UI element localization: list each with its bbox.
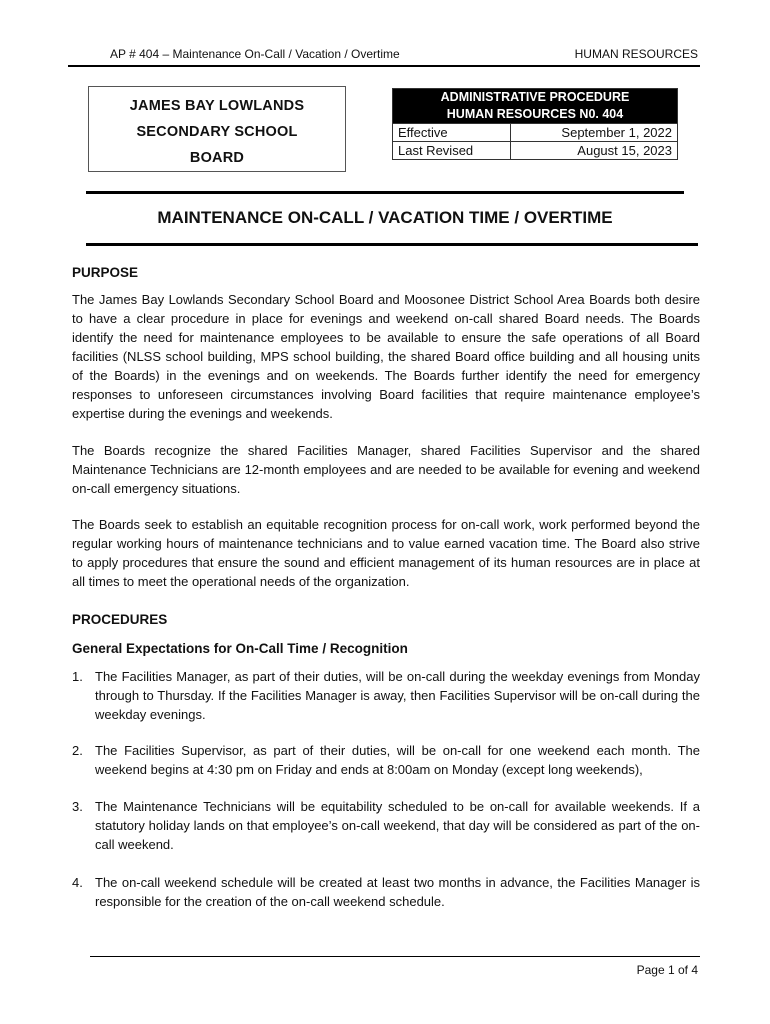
header-department: HUMAN RESOURCES — [574, 47, 698, 61]
purpose-heading: PURPOSE — [72, 265, 139, 280]
list-item: 1. The Facilities Manager, as part of their duties, will be on-call during the weekday evenings from Monday through to Thursday. If the Facilities Manager is away, then Facilities Supervisor will be on-call during the weekday evenings. — [72, 669, 700, 722]
footer-divider — [90, 956, 700, 957]
purpose-paragraph-3: The Boards seek to establish an equitable recognition process for on-call work, work performed beyond the regular working hours of maintenance technicians and to value earned vacation time. The Board also strive to apply procedures that ensure the sound and efficient management of its human resources are in place at all times to meet the operational needs of the organization. — [72, 517, 700, 589]
last-revised-date: August 15, 2023 — [511, 142, 678, 160]
title-divider-bottom — [86, 243, 698, 246]
list-item: 4. The on-call weekend schedule will be created at least two months in advance, the Facilities Manager is responsible for the creation of the on-call weekend schedule. — [72, 875, 700, 909]
effective-date: September 1, 2022 — [511, 124, 678, 142]
procedure-list — [72, 667, 700, 724]
title-divider-top — [86, 191, 684, 194]
procedure-list — [72, 873, 700, 911]
list-item: 3. The Maintenance Technicians will be equitability scheduled to be on-call for available weekends. If a statutory holiday lands on that employee’s on-call weekend, that day will be considered as part of the on-call weekend. — [72, 799, 700, 852]
effective-label: Effective — [393, 124, 511, 142]
document-title: MAINTENANCE ON-CALL / VACATION TIME / OVERTIME — [157, 208, 613, 227]
procedure-info-table — [392, 88, 678, 160]
header-divider — [68, 65, 700, 67]
board-name-line-1: JAMES BAY LOWLANDS — [129, 98, 305, 114]
procedures-subheading: General Expectations for On-Call Time / Recognition — [72, 641, 408, 656]
procedure-list — [72, 741, 700, 779]
list-item: 2. The Facilities Supervisor, as part of their duties, will be on-call for one weekend each month. The weekend begins at 4:30 pm on Friday and ends at 8:00am on Monday (except long weekends), — [72, 743, 700, 777]
last-revised-label: Last Revised — [393, 142, 511, 160]
purpose-paragraph-2: The Boards recognize the shared Facilities Manager, shared Facilities Supervisor and the shared Maintenance Technicians are 12-month employees and are needed to be available for evening and weekend on-call emergency situations. — [72, 443, 700, 496]
purpose-paragraph-1: The James Bay Lowlands Secondary School Board and Moosonee District School Area Boards both desire to have a clear procedure in place for evenings and weekend on-call shared Board needs. The Boards identify the need for maintenance employees to be available to ensure the safe operations of all Board facilities (NLSS school building, MPS school building, the shared Board office building and all housing units of the Boards) in the evenings and on weekends. The Boards further identify the need for emergency responses to unforeseen circumstances involving Board facilities that require maintenance employee’s expertise during the evenings and weekends. — [72, 292, 700, 421]
board-name-box — [88, 86, 346, 172]
header-document-reference: AP # 404 – Maintenance On-Call / Vacation / Overtime — [110, 47, 400, 61]
board-name-line-2: SECONDARY SCHOOL — [136, 124, 298, 140]
board-name-line-3: BOARD — [189, 150, 245, 166]
procedure-list — [72, 797, 700, 854]
procedures-heading: PROCEDURES — [72, 612, 168, 627]
page-number: Page 1 of 4 — [636, 963, 698, 977]
procedure-info-heading — [393, 89, 678, 124]
procedure-type-label: ADMINISTRATIVE PROCEDURE — [440, 90, 630, 104]
procedure-number-label: HUMAN RESOURCES N0. 404 — [446, 107, 624, 121]
